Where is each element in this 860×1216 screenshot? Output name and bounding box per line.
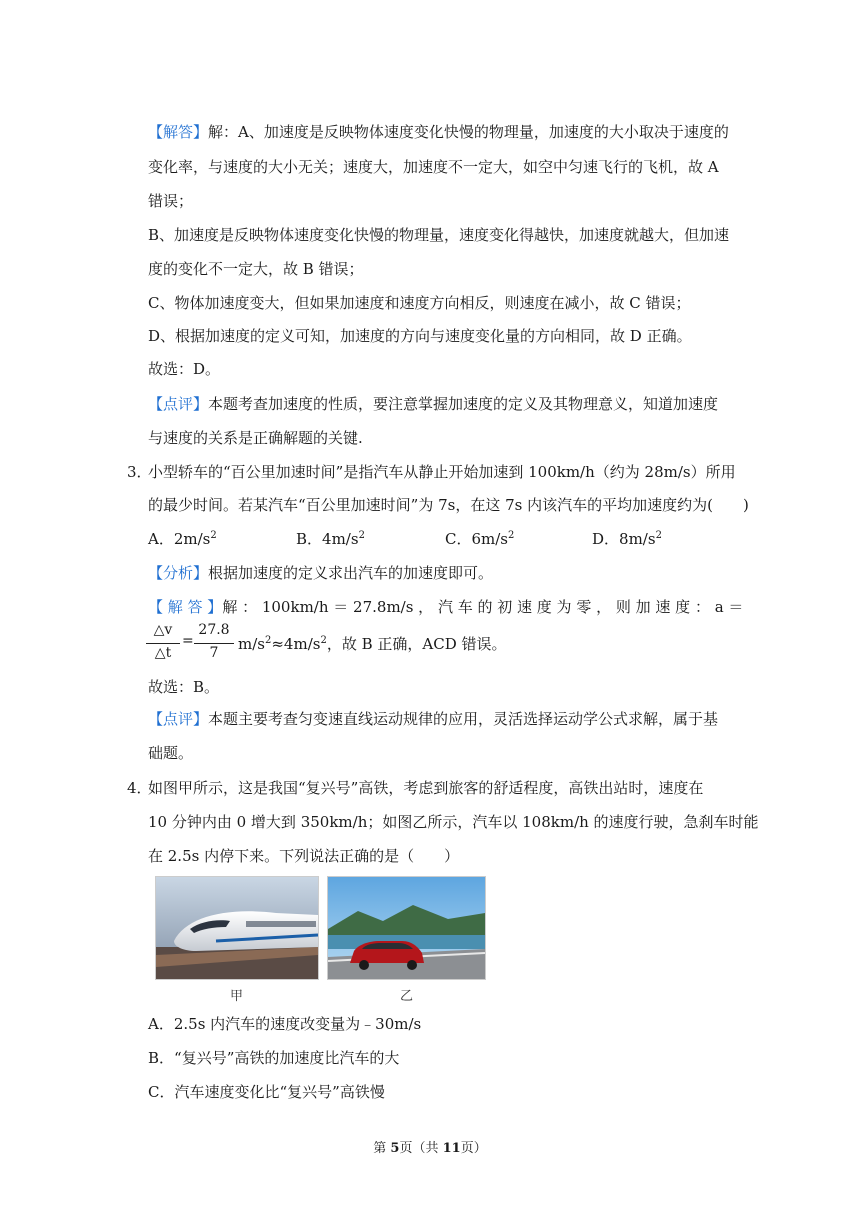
car-illustration-icon <box>328 877 485 979</box>
q2-jieda-line2: 变化率，与速度的大小无关；速度大，加速度不一定大，如空中匀速飞行的飞机，故 A <box>148 158 719 176</box>
q2-dianping-line2: 与速度的关系是正确解题的关键. <box>148 429 363 447</box>
total-pages: 11 <box>442 1141 461 1156</box>
q3-option-d[interactable]: D．$8m/s^2$ <box>592 530 662 548</box>
fraction-bar <box>146 643 180 644</box>
train-photo <box>155 876 319 980</box>
formula-delta-v: △v <box>153 622 173 638</box>
fraction-bar <box>194 643 234 644</box>
q2-option-b-analysis-line2: 度的变化不一定大，故 B 错误； <box>148 260 364 278</box>
fenxi-tag: 【分析】 <box>148 564 209 582</box>
page-footer: 第 5页（共 11页） <box>373 1141 487 1156</box>
q3-number: 3． <box>127 463 152 481</box>
q4-option-b[interactable]: B．“复兴号”高铁的加速度比汽车的大 <box>148 1049 400 1067</box>
q2-jieda-line3: 错误； <box>148 192 194 210</box>
q4-number: 4． <box>127 779 152 797</box>
q3-dianping-line2: 础题。 <box>148 744 194 762</box>
q3-dianping-line1: 【点评】本题主要考查匀变速直线运动规律的应用，灵活选择运动学公式求解，属于基 <box>148 710 719 728</box>
q4-stem-line1: 如图甲所示，这是我国“复兴号”高铁，考虑到旅客的舒适程度，高铁出站时，速度在 <box>148 779 704 797</box>
q3-option-b[interactable]: B．$4m/s^2$ <box>296 530 365 548</box>
q3-stem-line1: 小型轿车的“百公里加速时间”是指汽车从静止开始加速到 100km/h（约为 28m/s）所用 <box>148 463 736 481</box>
q4-option-c[interactable]: C．汽车速度变化比“复兴号”高铁慢 <box>148 1083 385 1101</box>
caption-jia: 甲 <box>230 989 244 1004</box>
formula-delta-t: △t <box>154 645 172 661</box>
q2-option-c-analysis: C、物体加速度变大，但如果加速度和速度方向相反，则速度在减小，故 C 错误； <box>148 294 691 312</box>
q3-stem-line2: 的最少时间。若某汽车“百公里加速时间”为 7s，在这 7s 内该汽车的平均加速度约为( ) <box>148 496 749 514</box>
formula-equals: = <box>182 633 194 649</box>
q3-jieda-line1: 【 解 答 】解 ： 100km/h ＝ 27.8m/s ， 汽 车 的 初 速 度 为 零 ， 则 加 速 度 ： a ＝ <box>148 598 744 616</box>
page-number: 5 <box>390 1141 400 1156</box>
q2-choice: 故选：D。 <box>148 360 221 378</box>
q4-stem-line2: 10 分钟内由 0 增大到 350km/h；如图乙所示，汽车以 108km/h 的速度行驶，急刹车时能 <box>148 813 759 831</box>
q2-jieda-line1: 【解答】解：A、加速度是反映物体速度变化快慢的物理量，加速度的大小取决于速度的 <box>148 123 729 141</box>
q3-fenxi: 【分析】根据加速度的定义求出汽车的加速度即可。 <box>148 564 494 582</box>
q4-option-a[interactable]: A．2.5s 内汽车的速度改变量为﹣30m/s <box>148 1015 422 1033</box>
caption-yi: 乙 <box>400 989 414 1004</box>
q3-choice: 故选：B。 <box>148 678 220 696</box>
q3-formula <box>146 622 706 668</box>
jieda-tag: 【 解 答 】 <box>148 598 223 616</box>
formula-denominator: 7 <box>209 645 219 661</box>
dianping-tag: 【点评】 <box>148 710 209 728</box>
q2-option-d-analysis: D、根据加速度的定义可知，加速度的方向与速度变化量的方向相同，故 D 正确。 <box>148 327 692 345</box>
q3-option-a[interactable]: A．$2m/s^2$ <box>148 530 217 548</box>
train-illustration-icon <box>156 877 318 979</box>
q4-stem-line3: 在 2.5s 内停下来。下列说法正确的是（ ） <box>148 847 460 865</box>
dianping-tag: 【点评】 <box>148 395 209 413</box>
q2-dianping-line1: 【点评】本题考查加速度的性质，要注意掌握加速度的定义及其物理意义，知道加速度 <box>148 395 719 413</box>
car-photo <box>327 876 486 980</box>
formula-result: $m/s^2\approx 4m/s^2$，故 B 正确，ACD 错误。 <box>238 635 507 653</box>
formula-numerator: 27.8 <box>198 622 230 638</box>
q3-option-c[interactable]: C．$6m/s^2$ <box>445 530 515 548</box>
jieda-tag: 【解答】 <box>148 123 209 141</box>
q2-option-b-analysis-line1: B、加速度是反映物体速度变化快慢的物理量，速度变化得越快，加速度就越大，但加速 <box>148 226 730 244</box>
